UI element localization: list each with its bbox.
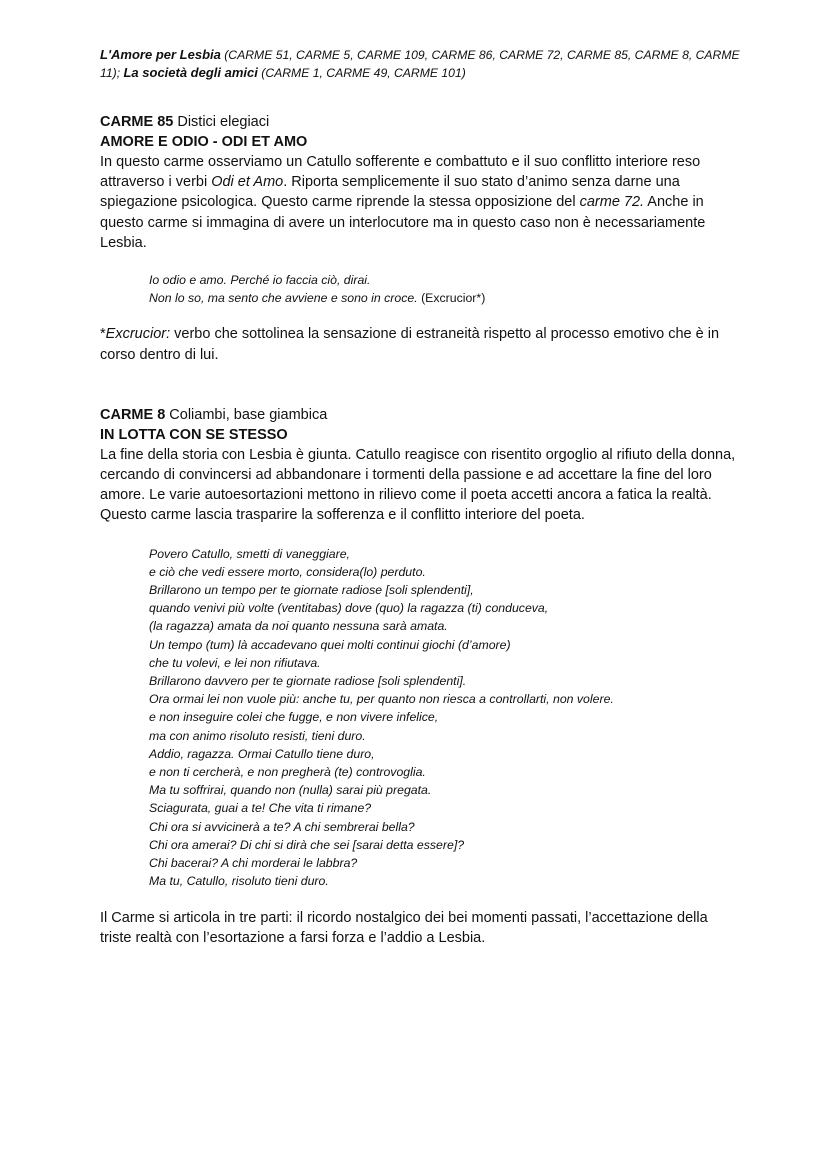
- carme85-poem: [149, 271, 740, 307]
- document-header: [100, 46, 740, 82]
- note-term: Excrucior:: [105, 326, 171, 343]
- poem-line-text: Non lo so, ma sento che avviene e sono in croce.: [149, 291, 422, 306]
- poem-line: ma con animo risoluto resisti, tieni duro.: [149, 728, 366, 743]
- carme85-label: CARME 85: [100, 114, 174, 130]
- poem-line: Io odio e amo. Perché io faccia ciò, dirai.: [149, 273, 371, 288]
- carme8-label: CARME 8: [100, 406, 166, 423]
- carme85-intro-c: Anche in questo carme si immagina di avere un interlocutore ma in questo caso non è necessariamente Lesbia.: [100, 194, 706, 251]
- carme85-intro-verbs: Odi et Amo: [211, 174, 284, 191]
- poem-line: Brillarono davvero per te giornate radiose [soli splendenti].: [149, 674, 467, 689]
- note-text: verbo che sottolinea la sensazione di estraneità rispetto al processo emotivo che è in corso dentro di lui.: [100, 326, 720, 363]
- poem-line: [149, 289, 740, 307]
- poem-line: Chi ora amerai? Di chi si dirà che sei [sarai detta essere]?: [149, 837, 465, 852]
- poem-line: Ma tu soffrirai, quando non (nulla) sarai più pregata.: [149, 783, 432, 798]
- header-part2-title: La società degli amici: [123, 65, 258, 80]
- carme85-section: [100, 112, 740, 365]
- poem-line: e ciò che vedi essere morto, considera(lo) perduto.: [149, 564, 426, 579]
- poem-line: Chi bacerai? A chi morderai le labbra?: [149, 856, 358, 871]
- carme8-intro: La fine della storia con Lesbia è giunta. Catullo reagisce con risentito orgoglio al rifiuto della donna, cercando di convincersi ad abbandonare i tormenti della passione e ad accettare la fine del loro amore. Le varie autoesortazioni mettono in rilievo come il poeta accetti ancora a fatica la realtà. Questo carme lascia trasparire la sofferenza e il conflitto interiore del poeta.: [100, 446, 736, 524]
- carme85-title: AMORE E ODIO - ODI ET AMO: [100, 134, 308, 150]
- poem-line: quando venivi più volte (ventitabas) dove (quo) la ragazza (ti) conduceva,: [149, 601, 549, 616]
- document-page: [100, 46, 740, 948]
- note-asterisk: *: [100, 326, 106, 343]
- carme85-intro-ref: carme 72.: [579, 194, 645, 211]
- header-part2-list: (CARME 1, CARME 49, CARME 101): [257, 66, 466, 80]
- poem-line: (la ragazza) amata da noi quanto nessuna sarà amata.: [149, 619, 448, 634]
- carme8-section: [100, 405, 740, 948]
- carme85-heading: [100, 112, 740, 132]
- carme85-intro: [100, 152, 740, 253]
- poem-line: Addio, ragazza. Ormai Catullo tiene duro,: [149, 746, 375, 761]
- poem-line: Sciagurata, guai a te! Che vita ti rimane?: [149, 801, 372, 816]
- carme8-conclusion: Il Carme si articola in tre parti: il ricordo nostalgico dei bei momenti passati, l’accettazione della triste realtà con l’esortazione a farsi forza e l’addio a Lesbia.: [100, 909, 708, 946]
- poem-line: Un tempo (tum) là accadevano quei molti continui giochi (d’amore): [149, 637, 511, 652]
- poem-line: che tu volevi, e lei non rifiutava.: [149, 655, 321, 670]
- poem-line: Chi ora si avvicinerà a te? A chi sembrerai bella?: [149, 819, 415, 834]
- carme8-meter: Coliambi, base giambica: [165, 406, 328, 423]
- poem-line: Povero Catullo, smetti di vaneggiare,: [149, 546, 350, 561]
- poem-line: e non ti cercherà, e non pregherà (te) controvoglia.: [149, 765, 426, 780]
- carme85-intro-b: . Riporta semplicemente il suo stato d’animo senza darne una spiegazione psicologica. Questo carme riprende la stessa opposizione del: [100, 174, 680, 211]
- poem-line: Ora ormai lei non vuole più: anche tu, per quanto non riesca a controllarti, non volere.: [149, 692, 614, 707]
- carme85-note: [100, 324, 740, 364]
- carme85-meter: Distici elegiaci: [173, 114, 270, 130]
- poem-line: e non inseguire colei che fugge, e non vivere infelice,: [149, 710, 439, 725]
- poem-note: (Excrucior*): [421, 291, 486, 306]
- header-part1-title: L'Amore per Lesbia: [100, 47, 221, 62]
- carme8-poem: [149, 545, 740, 891]
- carme8-title: IN LOTTA CON SE STESSO: [100, 426, 288, 443]
- carme85-intro-a: In questo carme osserviamo un Catullo sofferente e combattuto e il suo conflitto interiore reso attraverso i verbi: [100, 154, 701, 191]
- poem-line: Brillarono un tempo per te giornate radiose [soli splendenti],: [149, 583, 474, 598]
- carme8-heading: [100, 405, 740, 425]
- header-part1-list: (CARME 51, CARME 5, CARME 109, CARME 86, CARME 72, CARME 85, CARME 8, CARME 11);: [100, 48, 740, 80]
- poem-line: Ma tu, Catullo, risoluto tieni duro.: [149, 874, 329, 889]
